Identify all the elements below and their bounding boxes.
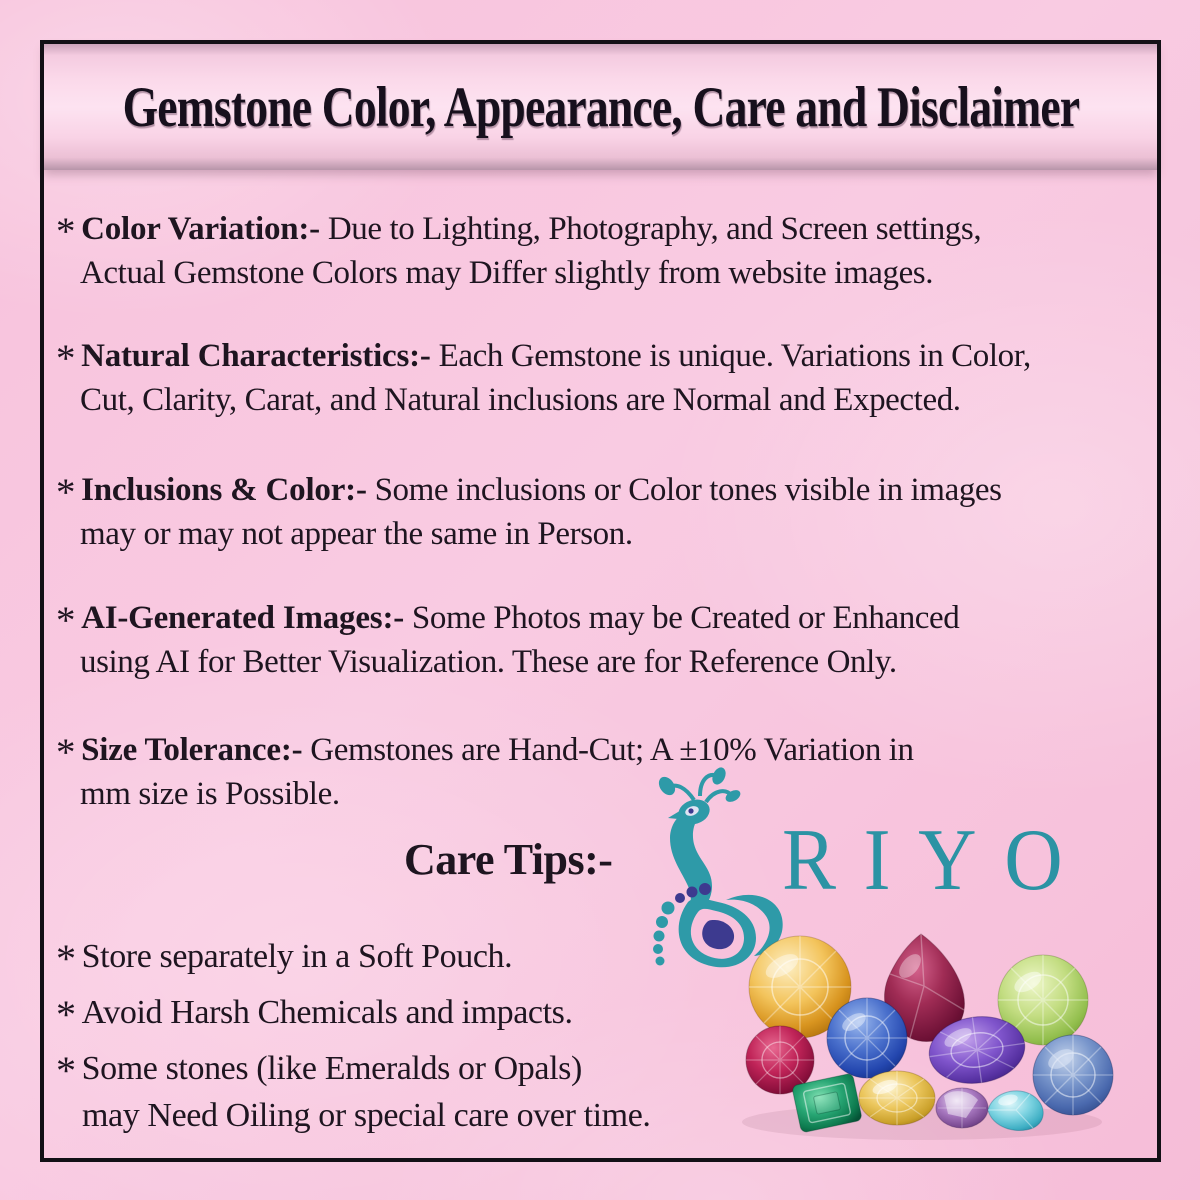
disclaimer-line	[56, 726, 1151, 772]
asterisk-bullet-icon: *	[56, 731, 76, 774]
care-tip-text: Store separately in a Soft Pouch.	[81, 938, 513, 975]
gem-cluster-icon	[712, 922, 1132, 1147]
care-tip-text: Avoid Harsh Chemicals and impacts.	[81, 994, 573, 1031]
disclaimer-text: Some Photos may be Created or Enhanced	[411, 600, 960, 636]
asterisk-bullet-icon: *	[56, 1048, 76, 1093]
care-tip-store	[56, 930, 756, 980]
disclaimer-text: Due to Lighting, Photography, and Screen settings,	[327, 211, 982, 247]
disclaimer-line	[56, 205, 1151, 251]
disclaimer-text: Gemstones are Hand-Cut; A ±10% Variation in	[310, 732, 914, 768]
care-tips-heading: Care Tips:-	[404, 835, 613, 884]
care-tip-oiling	[56, 1042, 756, 1139]
disclaimer-label: Color Variation:-	[81, 211, 320, 247]
disclaimer-line	[56, 332, 1151, 378]
care-tip-line	[56, 930, 756, 980]
disclaimer-natural-characteristics	[56, 332, 1151, 422]
blue-topaz-round	[1033, 1035, 1113, 1115]
disclaimer-color-variation	[56, 205, 1151, 295]
care-tip-chemicals	[56, 986, 756, 1036]
care-tip-text: may Need Oiling or special care over time.	[82, 1097, 651, 1134]
disclaimer-inclusions-color	[56, 466, 1151, 556]
sapphire-round	[827, 998, 907, 1078]
disclaimer-line	[56, 466, 1151, 512]
asterisk-bullet-icon: *	[56, 599, 76, 642]
disclaimer-line	[56, 594, 1151, 640]
care-tip-text: Some stones (like Emeralds or Opals)	[81, 1050, 582, 1087]
asterisk-bullet-icon: *	[56, 992, 76, 1037]
disclaimer-text: Cut, Clarity, Carat, and Natural inclusions are Normal and Expected.	[80, 382, 961, 418]
gemstones-image	[712, 922, 1132, 1147]
disclaimer-text: Actual Gemstone Colors may Differ slightly from website images.	[80, 255, 934, 291]
disclaimer-label: Natural Characteristics:-	[81, 338, 431, 374]
page-title: Gemstone Color, Appearance, Care and Disclaimer	[122, 75, 1079, 139]
care-tip-line	[56, 986, 756, 1036]
disclaimer-text: using AI for Better Visualization. These are for Reference Only.	[80, 644, 897, 680]
disclaimer-text: Some inclusions or Color tones visible in images	[374, 472, 1002, 508]
disclaimer-text: Each Gemstone is unique. Variations in Color,	[438, 338, 1031, 374]
brand-name: RIYO	[782, 812, 1091, 909]
asterisk-bullet-icon: *	[56, 337, 76, 380]
asterisk-bullet-icon: *	[56, 471, 76, 514]
asterisk-bullet-icon: *	[56, 210, 76, 253]
disclaimer-text: may or may not appear the same in Person.	[80, 516, 633, 552]
care-tip-line	[56, 1042, 756, 1092]
title-banner	[44, 44, 1157, 170]
disclaimer-ai-generated-images	[56, 594, 1151, 684]
disclaimer-text: mm size is Possible.	[80, 776, 340, 812]
citrine-oval	[859, 1071, 935, 1125]
purple-bicolor-oval	[936, 1088, 988, 1128]
disclaimer-label: Size Tolerance:-	[81, 732, 303, 768]
disclaimer-label: Inclusions & Color:-	[81, 472, 367, 508]
disclaimer-size-tolerance	[56, 726, 1151, 816]
asterisk-bullet-icon: *	[56, 936, 76, 981]
disclaimer-label: AI-Generated Images:-	[81, 600, 405, 636]
